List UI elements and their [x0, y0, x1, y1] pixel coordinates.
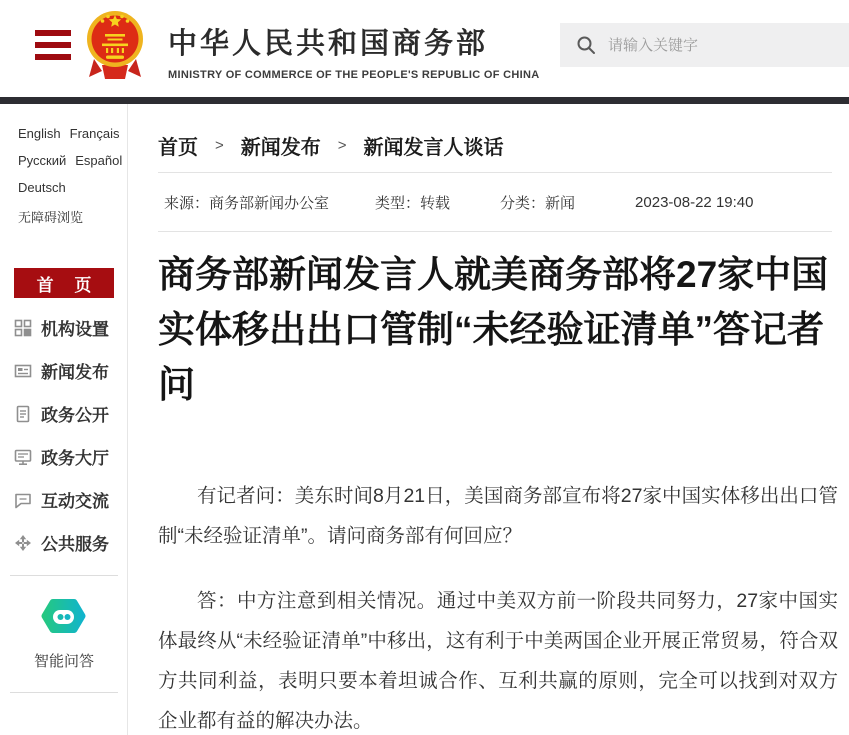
- breadcrumb: [158, 131, 504, 160]
- smart-qa-widget[interactable]: [0, 596, 128, 671]
- header-divider-bar: [0, 97, 849, 104]
- smart-qa-label: 智能问答: [33, 653, 94, 670]
- hamburger-menu-icon[interactable]: [35, 30, 71, 60]
- chat-icon: [14, 491, 32, 509]
- monitor-icon: [14, 448, 32, 466]
- sidebar-divider: [10, 575, 118, 576]
- language-links: [18, 126, 126, 238]
- sidebar-home-button[interactable]: 首 页: [14, 268, 114, 298]
- lang-russian[interactable]: Русский: [18, 153, 67, 168]
- sidebar-item-label: 政务公开: [41, 406, 109, 425]
- meta-source: 来源：商务部新闻办公室: [164, 195, 330, 212]
- site-title: 中华人民共和国商务部: [168, 28, 489, 60]
- lang-francais[interactable]: Français: [69, 126, 120, 141]
- breadcrumb-news[interactable]: 新闻发布: [240, 137, 321, 159]
- meta-category: 分类：新闻: [500, 195, 576, 212]
- search-box[interactable]: [560, 23, 849, 67]
- org-icon: [14, 319, 32, 337]
- article-paragraph: 答：中方注意到相关情况。通过中美双方前一阶段共同努力，27家中国实体最终从“未经验证清单”中移出，这有利于中美两国企业开展正常贸易，符合双方共同利益，表明只要本着坦诚合作、互利共赢的原则，完全可以找到对双方企业都有益的解决办法。: [158, 590, 838, 732]
- breadcrumb-spokesperson-remarks[interactable]: 新闻发言人谈话: [363, 137, 504, 159]
- search-icon: [576, 35, 596, 55]
- lang-deutsch[interactable]: Deutsch: [18, 180, 66, 195]
- site-brand: [168, 21, 539, 81]
- article-paragraph: 有记者问：美东时间8月21日，美国商务部宣布将27家中国实体移出出口管制“未经验证清单”。请问商务部有何回应？: [158, 485, 838, 547]
- article-title: 商务部新闻发言人就美商务部将27家中国实体移出出口管制“未经验证清单”答记者问: [158, 254, 829, 405]
- meta-divider: [158, 231, 832, 232]
- meta-datetime: 2023-08-22 19:40: [635, 194, 754, 211]
- national-emblem-logo[interactable]: [86, 7, 144, 87]
- search-input[interactable]: [608, 37, 828, 54]
- breadcrumb-divider: [158, 172, 832, 173]
- site-header: [0, 0, 849, 97]
- sidebar-item-public-services[interactable]: [14, 521, 124, 564]
- sidebar: [0, 104, 128, 735]
- lang-english[interactable]: English: [18, 126, 61, 141]
- robot-icon: [40, 596, 88, 638]
- sidebar-item-label: 互动交流: [41, 492, 109, 511]
- news-icon: [14, 362, 32, 380]
- sidebar-divider: [10, 692, 118, 693]
- sidebar-item-label: 政务大厅: [41, 449, 109, 468]
- services-icon: [14, 534, 32, 552]
- sidebar-item-news[interactable]: [14, 349, 124, 392]
- lang-espanol[interactable]: Español: [75, 153, 123, 168]
- meta-type: 类型：转载: [375, 195, 451, 212]
- sidebar-item-interaction[interactable]: [14, 478, 124, 521]
- sidebar-item-gov-info[interactable]: [14, 392, 124, 435]
- site-subtitle: MINISTRY OF COMMERCE OF THE PEOPLE'S REPUBLIC OF CHINA: [168, 69, 540, 81]
- breadcrumb-separator: >: [337, 137, 347, 154]
- sidebar-item-orgs[interactable]: [14, 306, 124, 349]
- breadcrumb-home[interactable]: 首页: [158, 137, 198, 159]
- sidebar-item-label: 新闻发布: [41, 363, 109, 382]
- sidebar-item-service-hall[interactable]: [14, 435, 124, 478]
- sidebar-menu: [14, 306, 124, 564]
- article-meta: [164, 192, 753, 213]
- document-icon: [14, 405, 32, 423]
- accessibility-browse-link[interactable]: 无障碍浏览: [18, 210, 84, 225]
- breadcrumb-separator: >: [215, 137, 224, 154]
- sidebar-item-label: 公共服务: [41, 535, 109, 554]
- main-content: [158, 104, 838, 735]
- sidebar-item-label: 机构设置: [41, 320, 109, 339]
